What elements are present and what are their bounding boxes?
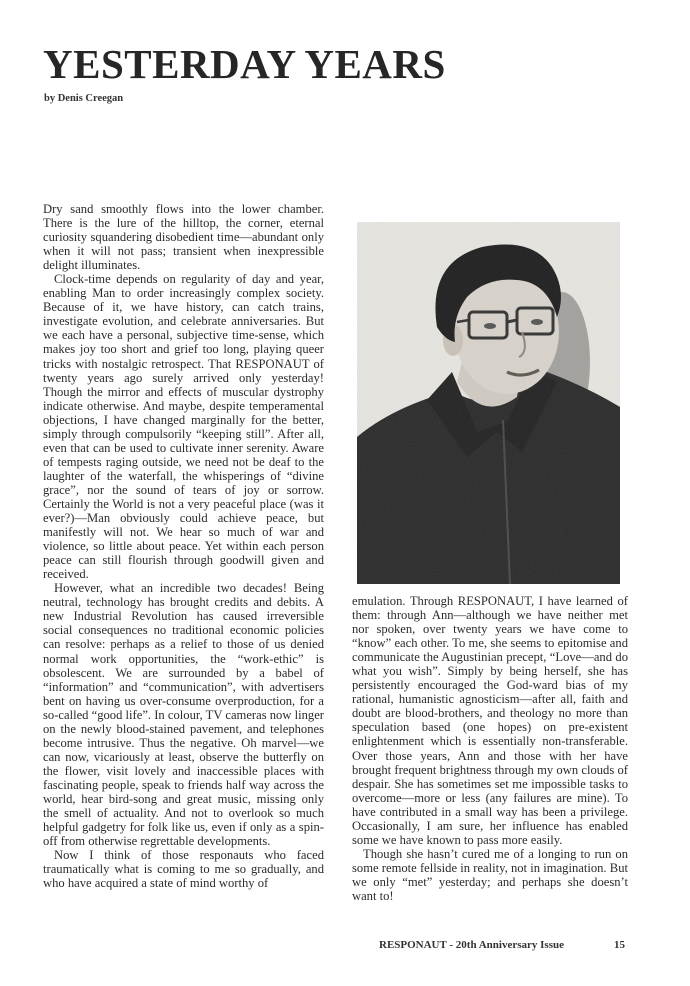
- article-title: YESTERDAY YEARS: [43, 41, 446, 87]
- paragraph: Now I think of those responauts who faced traumatically what is coming to me so gradually, and who have acquired a state of mind worthy of: [43, 848, 324, 891]
- paragraph: Clock-time depends on regularity of day and year, enabling Man to order increasingly complex society. Because of it, we have history, can catch trains, investigate evolution, and celebrate anniversaries. But we each have a personal, subjective time-sense, which makes joy too short and grief too long, playing queer tricks with nostalgic retrospect. That RESPONAUT of twenty years ago surely arrived only yesterday! Though the mirror and effects of muscular dystrophy indicate otherwise. And maybe, despite temperamental objections, I have changed marginally for the better, simply through compulsorily “keeping still”. After all, even that can be used to cultivate inner serenity. Aware of tempests raging outside, we need not be deaf to the laughter of the waterfall, the whisperings of “divine grace”, nor the sound of tears of joy or sorrow. Certainly the World is not a very peaceful place (was it ever?)—Man obviously could achieve peace, but manifestly will not. We hear so much of war and violence, so little about peace. Yet within each person peace can still flourish through goodwill given and received.: [43, 272, 324, 582]
- right-column: [352, 594, 628, 903]
- footer-publication: RESPONAUT - 20th Anniversary Issue: [379, 939, 564, 951]
- page-number: 15: [614, 939, 625, 951]
- paragraph: Dry sand smoothly flows into the lower chamber. There is the lure of the hilltop, the corner, eternal curiosity squandering disobedient time—abundant only when it will not pass; transient when inexpressible delight illuminates.: [43, 202, 324, 273]
- paragraph: However, what an incredible two decades! Being neutral, technology has brought credits and debits. A new Industrial Revolution has caused irreversible social consequences no traditional economic policies can resolve: perhaps as a relief to those of us denied normal work opportunities, the “work-ethic” is obsolescent. We are surrounded by a babel of “information” and “communication”, with advertisers bent on having us over-consume overproduction, for a so-called “good life”. In colour, TV cameras now linger on the newly blood-stained pavement, and telephones become intrusive. Thus the negative. Oh marvel—we can now, vicariously at least, observe the butterfly on the flower, visit lovely and inaccessible places with fascinating people, speak to friends half way across the world, hear bird-song and great music, missing only the smell of actuality. And not to overlook so much helpful gadgetry for folk like us, even if only as a spin-off from otherwise regrettable developments.: [43, 581, 324, 849]
- left-column: [43, 202, 324, 890]
- portrait-image: [357, 222, 620, 584]
- paragraph: emulation. Through RESPONAUT, I have learned of them: through Ann—although we have neither met nor spoken, over twenty years we have come to “know” each other. To me, she seems to epitomise and communicate the Augustinian precept, “Love—and do what you wish”. Simply by being herself, she has persistently encouraged the God-ward bias of my rational, humanistic agnosticism—after all, faith and doubt are blood-brothers, and theology no more than speculation based (one hopes) on pre-existent enlightenment which is essentially non-transferable. Over those years, Ann and those with her have brought frequent brightness through my own clouds of despair. She has sometimes set me impossible tasks to overcome—more or less (any failures are mine). To have contributed in a small way has been a privilege. Occasionally, I am sure, her influence has enabled some we have known to pass more easily.: [352, 594, 628, 847]
- author-photo: [357, 222, 620, 584]
- paragraph: Though she hasn’t cured me of a longing to run on some remote fellside in reality, not in imagination. But we only “met” yesterday; and perhaps she doesn’t want to!: [352, 846, 628, 903]
- byline: by Denis Creegan: [44, 93, 124, 104]
